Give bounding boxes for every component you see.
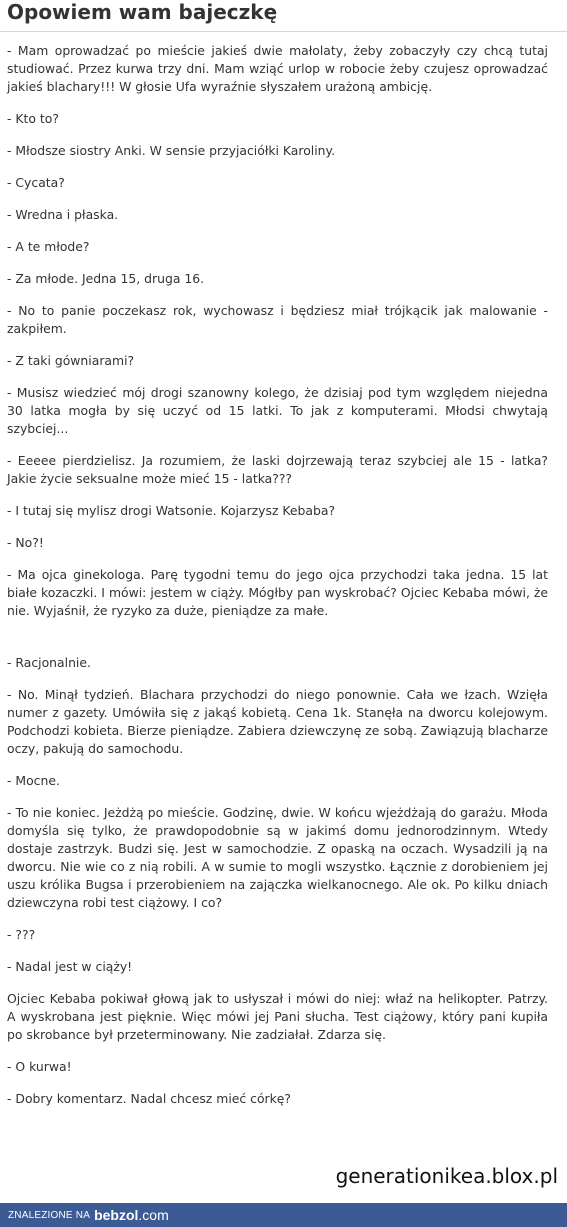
paragraph: - Cycata? — [7, 175, 65, 190]
page-title: Opowiem wam bajeczkę — [7, 0, 278, 24]
paragraph: - Z taki gówniarami? — [7, 353, 135, 368]
paragraph: - Za młode. Jedna 15, druga 16. — [7, 271, 205, 286]
paragraph: - Musisz wiedzieć mój drogi szanowny kolego, że dzisiaj pod tym względem niejedna 30 latka mogła by się uczyć od 15 latki. To jak z komputerami. Młodsi chwytają szybciej... — [7, 385, 548, 436]
footer-brand-bold: bebzol — [94, 1207, 139, 1223]
paragraph: - Ma ojca ginekologa. Parę tygodni temu do jego ojca przychodzi taka jedna. 15 lat białe kozaczki. I mówi: jestem w ciąży. Mógłby pan wyskrobać? Ojciec Kebaba mówi, że nie. Wyjaśnił, że ryzyko za duże, pieniądze za małe. — [7, 567, 548, 618]
paragraph: - No to panie poczekasz rok, wychowasz i będziesz miał trójkącik jak malowanie - zakpiłem. — [7, 303, 548, 336]
paragraph: - Nadal jest w ciąży! — [7, 959, 133, 974]
paragraph: - Młodsze siostry Anki. W sensie przyjaciółki Karoliny. — [7, 143, 336, 158]
paragraph: - Wredna i płaska. — [7, 207, 119, 222]
paragraph: - Mam oprowadzać po mieście jakieś dwie małolaty, żeby zobaczyły czy chcą tutaj studiować. Przez kurwa trzy dni. Mam wziąć urlop w robocie żeby czujesz oprowadzać jakieś blachary!!! W głosie Ufa wyraźnie słyszałem urażoną ambicję. — [7, 43, 548, 94]
paragraph: - Dobry komentarz. Nadal chcesz mieć córkę? — [7, 1091, 291, 1106]
paragraph: - No. Minął tydzień. Blachara przychodzi do niego ponownie. Cała we łzach. Wzięła numer z gazety. Umówiła się z jakąś kobietą. Cena 1k. Stanęła na dworcu kolejowym. Podchodzi kobieta. Bierze pieniądze. Zabiera dziewczynę ze sobą. Zawiązują blacharze oczy, pakują do samochodu. — [7, 687, 548, 756]
paragraph: - O kurwa! — [7, 1059, 72, 1074]
title-divider — [0, 31, 567, 32]
paragraph: - ??? — [7, 927, 36, 942]
paragraph: - No?! — [7, 535, 44, 550]
footer-bar — [0, 1203, 567, 1227]
paragraph: - Eeeee pierdzielisz. Ja rozumiem, że laski dojrzewają teraz szybciej ale 15 - latka? Jakie życie seksualne może mieć 15 - latka??? — [7, 453, 548, 486]
footer-prefix: ZNALEZIONE NA — [8, 1209, 91, 1221]
paragraph: Ojciec Kebaba pokiwał głową jak to usłyszał i mówi do niej: właź na helikopter. Patrzy. A wyskrobana jest pięknie. Więc mówi jej Pani słucha. Test ciążowy, który pani kupiła po skrobance był przeterminowany. Nie zadziałał. Zdarza się. — [7, 991, 548, 1042]
footer-brand-domain: .com — [138, 1207, 169, 1223]
paragraph: - I tutaj się mylisz drogi Watsonie. Kojarzysz Kebaba? — [7, 503, 336, 518]
paragraph: - Mocne. — [7, 773, 60, 788]
paragraph: - Racjonalnie. — [7, 655, 91, 670]
source-watermark: generationikea.blox.pl — [335, 1164, 558, 1188]
paragraph: - Kto to? — [7, 111, 59, 126]
footer-brand-link[interactable] — [94, 1207, 169, 1223]
paragraph: - To nie koniec. Jeżdżą po mieście. Godzinę, dwie. W końcu wjeżdżają do garażu. Młoda domyśla się tylko, że prawdopodobnie są w jakimś domu jednorodzinnym. Wtedy dostaje zastrzyk. Budzi się. Jest w samochodzie. Z opaską na oczach. Wysadzili ją na dworcu. Nie wie co z nią robili. A w sumie to mogli wszystko. Łącznie z dorobieniem jej uszu królika Bugsa i przerobieniem na zajączka wielkanocnego. Ale ok. Po kilku dniach dziewczyna robi test ciążowy. I co? — [7, 805, 548, 910]
paragraph: - A te młode? — [7, 239, 90, 254]
story-content — [7, 42, 548, 1122]
